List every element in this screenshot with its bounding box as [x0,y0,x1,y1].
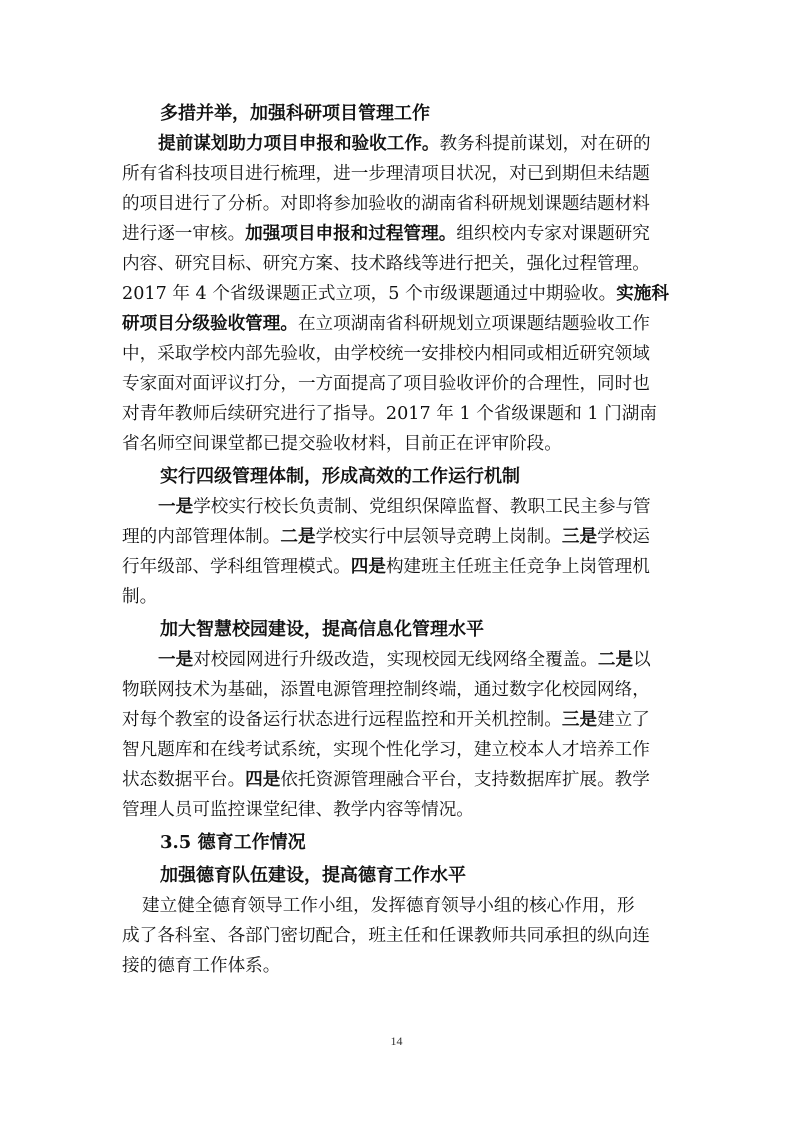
text-run: 学校实行中层领导竞聘上岗制。 [315,527,562,547]
paragraph-research [122,129,674,459]
text-line: 内容、研究目标、研究方案、技术路线等进行把关，强化过程管理。 [122,254,650,274]
text-run: 状态数据平台。 [122,770,246,790]
section-heading-moral-team: 加强德育队伍建设，提高德育工作水平 [160,865,466,886]
text-line: 建立健全德育领导工作小组，发挥德育领导小组的核心作用，形 [142,896,635,916]
bold-lead: 一是 [158,496,194,517]
text-run: 理的内部管理体制。 [122,527,281,547]
text-line: 物联网技术为基础，添置电源管理控制终端，通过数字化校园网络， [122,680,650,700]
text-line: 对青年教师后续研究进行了指导。2017 年 1 个省级课题和 1 门湖南 [122,404,657,424]
text-run: 教务科提前谋划，对在研的 [439,134,651,154]
text-line: 接的德育工作体系。 [122,956,281,976]
text-run: 行年级部、学科组管理模式。 [122,557,351,577]
bold-lead: 三是 [561,526,598,547]
bold-lead: 一是 [158,649,194,670]
text-run: 进行逐一审核。 [122,224,246,244]
text-run: 建立了 [597,710,650,730]
text-line: 中，采取学校内部先验收，由学校统一安排校内相同或相近研究领域 [122,344,650,364]
bold-lead: 加强项目申报和过程管理。 [245,223,457,244]
text-run: 学校实行校长负责制、党组织保障监督、教职工民主参与管 [193,497,651,517]
bold-lead: 二是 [597,649,634,670]
bold-lead: 提前谋划助力项目申报和验收工作。 [158,133,440,154]
bold-lead: 二是 [280,526,316,547]
page-content [122,96,674,981]
text-run: 学校运 [597,527,650,547]
paragraph-moral-team [122,891,674,981]
section-heading-research: 多措并举，加强科研项目管理工作 [160,103,430,124]
text-line: 管理人员可监控课堂纪律、教学内容等情况。 [122,800,474,820]
text-line: 智凡题库和在线考试系统，实现个性化学习，建立校本人才培养工作 [122,740,650,760]
page-number: 14 [390,1034,403,1048]
text-run: 在立项湖南省科研规划立项课题结题验收工作 [297,314,650,334]
text-line: 省名师空间课堂都已提交验收材料，目前正在评审阶段。 [122,434,562,454]
text-line: 的项目进行了分析。对即将参加验收的湖南省科研规划课题结题材料 [122,194,650,214]
paragraph-management [122,492,674,612]
text-run: 依托资源管理融合平台，支持数据库扩展。教学 [280,770,650,790]
text-run: 构建班主任班主任竞争上岗管理机 [385,557,650,577]
bold-lead: 四是 [245,769,281,790]
section-heading-management: 实行四级管理体制，形成高效的工作运行机制 [160,466,520,487]
text-run: 以 [633,650,651,670]
text-run: 2017 年 4 个省级课题正式立项，5 个市级课题通过中期验收。 [122,284,617,304]
text-line: 所有省科技项目进行梳理，进一步理清项目状况，对已到期但未结题 [122,164,650,184]
bold-lead: 研项目分级验收管理。 [122,313,298,334]
bold-lead: 三是 [561,709,598,730]
text-line: 专家面对面评议打分，一方面提高了项目验收评价的合理性，同时也 [122,374,650,394]
paragraph-smart-campus [122,645,674,825]
text-run: 对每个教室的设备运行状态进行远程监控和开关机控制。 [122,710,562,730]
text-line: 制。 [122,587,158,607]
text-run: 组织校内专家对课题研究 [456,224,650,244]
text-run: 对校园网进行升级改造，实现校园无线网络全覆盖。 [193,650,598,670]
section-heading-smart-campus: 加大智慧校园建设，提高信息化管理水平 [160,619,484,640]
bold-lead: 四是 [350,556,386,577]
section-heading-moral-education: 3.5 德育工作情况 [160,832,306,853]
text-line: 成了各科室、各部门密切配合，班主任和任课教师共同承担的纵向连 [122,926,650,946]
bold-lead: 实施科 [616,283,669,304]
